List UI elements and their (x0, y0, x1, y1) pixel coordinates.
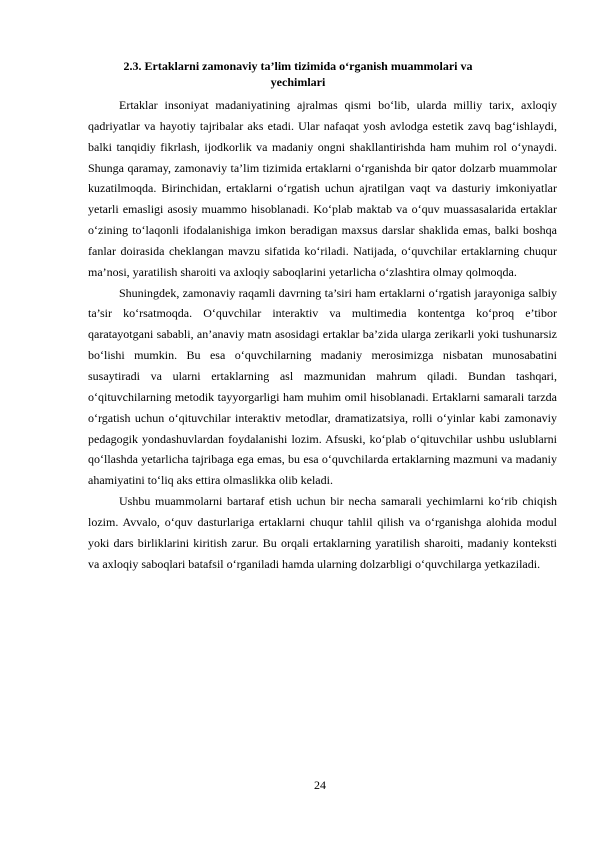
body-text (88, 95, 557, 574)
section-heading: 2.3. Ertaklarni zamonaviy ta’lim tizimida o‘rganish muammolari va yechimlari (123, 59, 473, 89)
paragraph-2: Shuningdek, zamonaviy raqamli davrning ta’siri ham ertaklarni o‘rgatish jarayoniga salbiy ta’sir ko‘rsatmoqda. O‘quvchilar interaktiv va multimedia kontentga ko‘proq e’tibor qaratayotgani sababli, an’anaviy matn asosidagi ertaklar ba’zida ularga zerikarli yoki tushunarsiz bo‘lishi mumkin. Bu esa o‘quvchilarning madaniy merosimizga nisbatan munosabatini susaytiradi va ularni ertaklarning asl mazmunidan mahrum qiladi. Bundan tashqari, o‘qituvchilarning metodik tayyorgarligi ham muhim omil hisoblanadi. Ertaklarni samarali tarzda o‘rgatish uchun o‘qituvchilar interaktiv metodlar, dramatizatsiya, rolli o‘yinlar kabi zamonaviy pedagogik yondashuvlardan foydalanishi lozim. Afsuski, ko‘plab o‘qituvchilar ushbu uslublarni qo‘llashda yetarlicha tajribaga ega emas, bu esa o‘quvchilarda ertaklarning mazmuni va madaniy ahamiyatini to‘liq aks ettira olmaslikka olib keladi. (88, 285, 557, 488)
paragraph-3: Ushbu muammolarni bartaraf etish uchun bir necha samarali yechimlarni ko‘rib chiqish lozim. Avvalo, o‘quv dasturlariga ertaklarni chuqur tahlil qilish va o‘rganishga alohida modul yoki dars birliklarini kiritish zarur. Bu orqali ertaklarning yaratilish sharoiti, madaniy konteksti va axloqiy saboqlari batafsil o‘rganiladi hamda ularning dolzarbligi o‘quvchilarga yetkaziladi. (88, 494, 557, 571)
page-number: 24 (314, 778, 326, 792)
paragraph-1: Ertaklar insoniyat madaniyatining ajralmas qismi bo‘lib, ularda milliy tarix, axloqiy qadriyatlar va hayotiy tajribalar aks etadi. Ular nafaqat yosh avlodga estetik zavq bag‘ishlaydi, balki tanqidiy fikrlash, ijodkorlik va madaniy ongni shakllantirishda ham muhim rol o‘ynaydi. Shunga qaramay, zamonaviy ta’lim tizimida ertaklarni o‘rganishda bir qator dolzarb muammolar kuzatilmoqda. Birinchidan, ertaklarni o‘rgatish uchun ajratilgan vaqt va dasturiy imkoniyatlar yetarli emasligi asosiy muammo hisoblanadi. Ko‘plab maktab va o‘quv muassasalarida ertaklar o‘zining to‘laqonli ifodalanishiga imkon beradigan maxsus darslar shaklida emas, balki boshqa fanlar doirasida cheklangan mavzu sifatida ko‘riladi. Natijada, o‘quvchilar ertaklarning chuqur ma’nosi, yaratilish sharoiti va axloqiy saboqlarini yetarlicha o‘zlashtira olmay qolmoqda. (88, 98, 557, 279)
